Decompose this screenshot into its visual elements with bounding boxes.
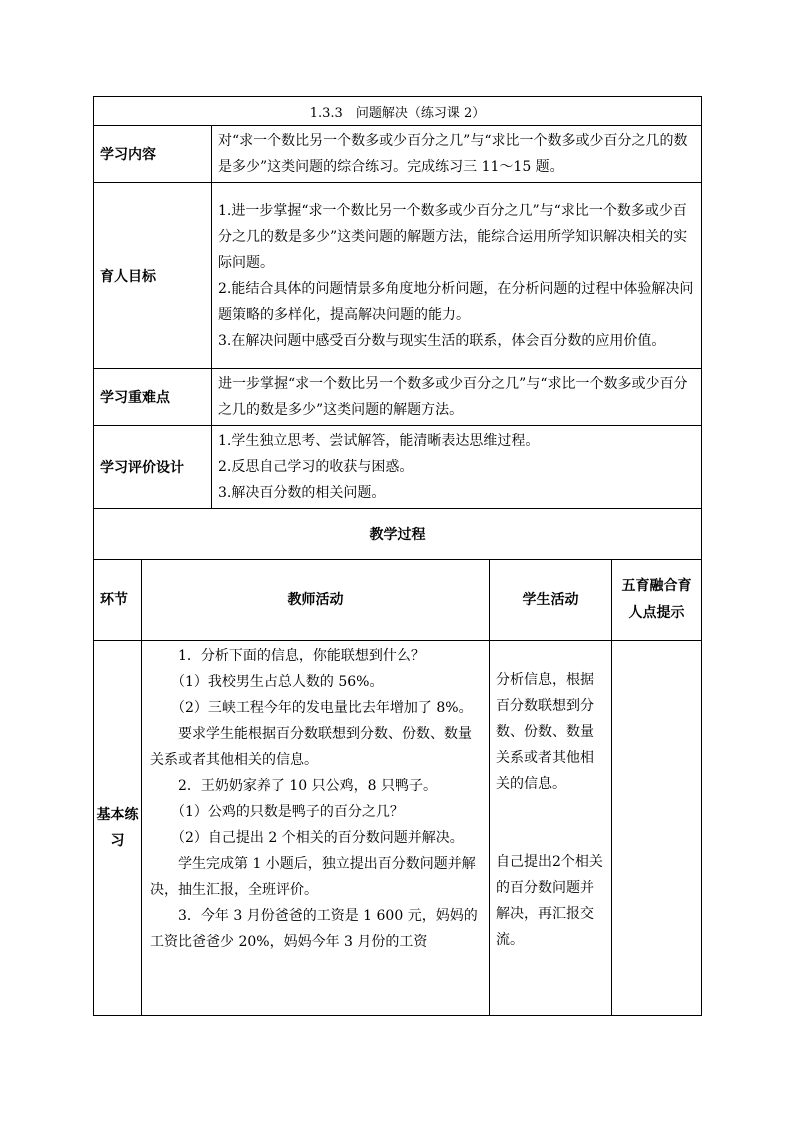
education-goals-text: [212, 183, 702, 369]
teacher-activity-cell: [142, 641, 490, 1016]
five-education-cell: [612, 641, 702, 1016]
learning-content-text: 对“求一个数比另一个数多或少百分之几”与“求比一个数多或少百分之几的数是多少”这类问题的综合练习。完成练习三 11～15 题。: [212, 126, 702, 183]
evaluation-design-label: 学习评价设计: [94, 426, 212, 509]
goal-item: 1.进一步掌握“求一个数比另一个数多或少百分之几”与“求比一个数多或少百分之几的数是多少”这类问题的解题方法，能综合运用所学知识解决相关的实际问题。: [218, 202, 688, 271]
teaching-process-heading: 教学过程: [94, 509, 702, 560]
evaluation-item: 3.解决百分数的相关问题。: [218, 485, 386, 501]
lesson-title: 1.3.3 问题解决（练习课 2）: [94, 97, 702, 126]
evaluation-item: 2.反思自己学习的收获与困惑。: [218, 459, 414, 475]
goal-item: 2.能结合具体的问题情景多角度地分析问题，在分析问题的过程中体验解决问题策略的多样化，提高解决问题的能力。: [218, 280, 694, 323]
key-points-text: 进一步掌握“求一个数比另一个数多或少百分之几”与“求比一个数多或少百分之几的数是多少”这类问题的解题方法。: [212, 369, 702, 426]
key-points-label: 学习重难点: [94, 369, 212, 426]
student-activity-text: 分析信息，根据百分数联想到分数、份数、数量关系或者其他相关的信息。: [496, 672, 594, 792]
teacher-activity-line: 要求学生能根据百分数联想到分数、份数、数量关系或者其他相关的信息。: [150, 726, 472, 768]
evaluation-design-text: [212, 426, 702, 509]
column-header-teacher: 教师活动: [142, 560, 490, 641]
teacher-activity-line: （2）三峡工程今年的发电量比去年增加了 8%。: [171, 700, 473, 716]
student-activity-text: 自己提出2个相关的百分数问题并解决，再汇报交流。: [496, 854, 603, 948]
student-activity-cell: [490, 641, 612, 1016]
education-goals-label: 育人目标: [94, 183, 212, 369]
column-header-student: 学生活动: [490, 560, 612, 641]
teacher-activity-line: （1）我校男生占总人数的 56%。: [171, 674, 384, 690]
teacher-activity-line: 学生完成第 1 小题后，独立提出百分数问题并解决，抽生汇报，全班评价。: [150, 856, 476, 898]
learning-content-label: 学习内容: [94, 126, 212, 183]
teacher-activity-line: 2．王奶奶家养了 10 只公鸡，8 只鸭子。: [178, 778, 437, 794]
teacher-activity-line: （1）公鸡的只数是鸭子的百分之几？: [171, 804, 404, 820]
goal-item: 3.在解决问题中感受百分数与现实生活的联系，体会百分数的应用价值。: [218, 332, 666, 349]
column-header-five-education: 五育融合育人点提示: [612, 560, 702, 641]
lesson-plan-table: [93, 96, 702, 1016]
teacher-activity-line: 3．今年 3 月份爸爸的工资是 1 600 元，妈妈的工资比爸爸少 20%，妈妈今年 3 月份的工资: [150, 908, 478, 950]
column-header-stage: 环节: [94, 560, 142, 641]
evaluation-item: 1.学生独立思考、尝试解答，能清晰表达思维过程。: [218, 433, 540, 449]
teacher-activity-line: （2）自己提出 2 个相关的百分数问题并解决。: [171, 830, 464, 846]
stage-basic-practice: 基本练习: [94, 641, 142, 1016]
teacher-activity-line: 1．分析下面的信息，你能联想到什么？: [178, 648, 425, 664]
